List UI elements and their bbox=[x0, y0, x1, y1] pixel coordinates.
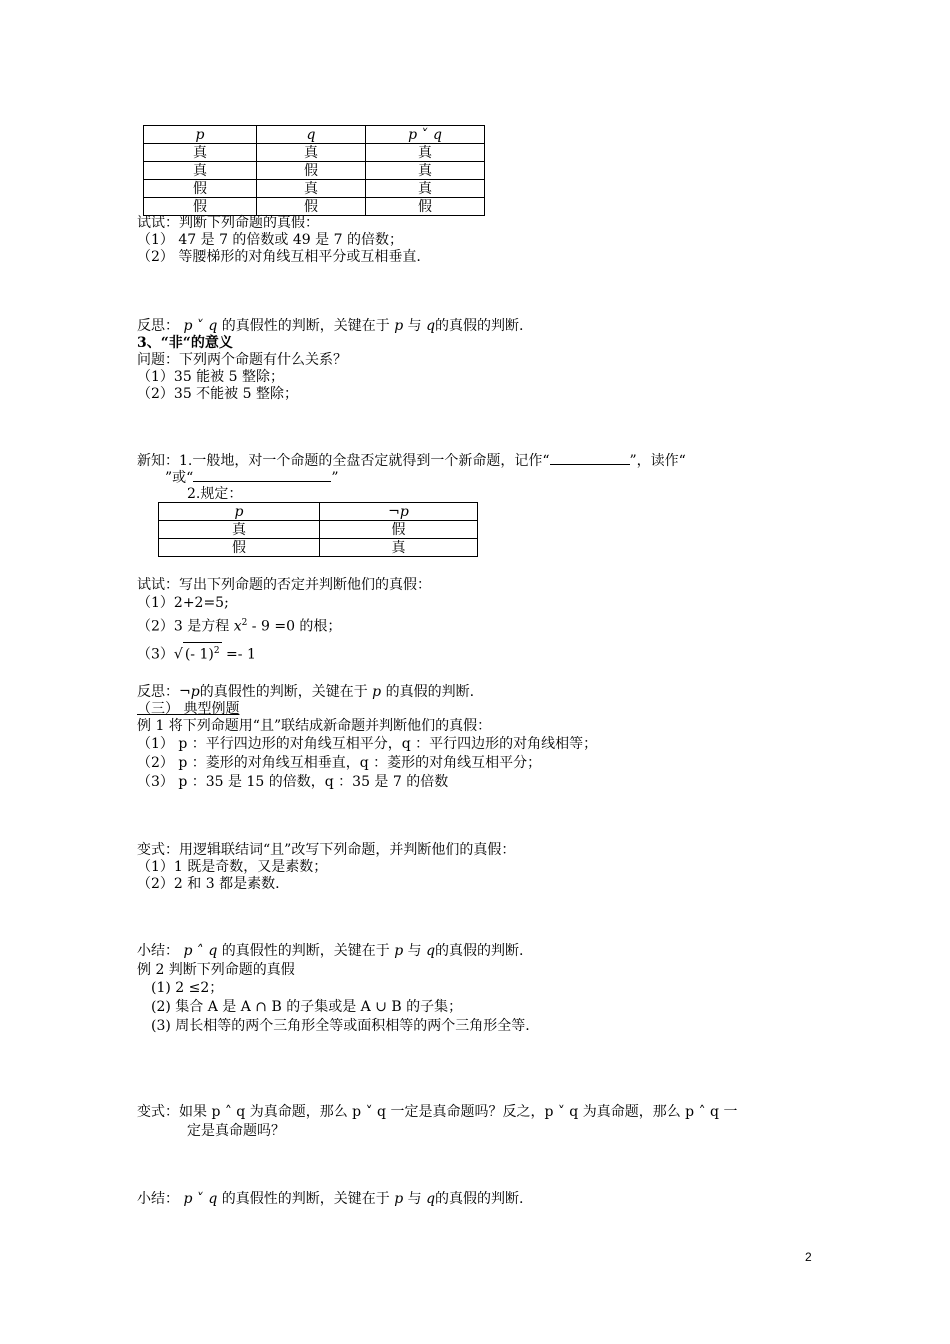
try2-item3: （3）√ (- 1)$^2$ =- 1 bbox=[137, 642, 256, 664]
try1-item: （1） 47 是 7 的倍数或 49 是 7 的倍数； bbox=[137, 232, 403, 248]
truth-table-not bbox=[158, 502, 478, 557]
reflect1: 反思： p ˅ q 的真假性的判断，关键在于 p 与 q的真假的判断. bbox=[137, 318, 524, 334]
table-row bbox=[144, 144, 485, 162]
page-number: 2 bbox=[805, 1250, 812, 1264]
table-cell: 真 bbox=[366, 162, 485, 180]
table-header: p bbox=[144, 126, 257, 144]
example2-item: (3) 周长相等的两个三角形全等或面积相等的两个三角形全等. bbox=[151, 1018, 530, 1034]
table-cell: 假 bbox=[320, 521, 478, 539]
radicand: (- 1)$^2$ bbox=[183, 642, 222, 664]
table-header-row bbox=[159, 503, 478, 521]
table-row bbox=[144, 162, 485, 180]
table-cell: 真 bbox=[366, 180, 485, 198]
reflect2: 反思：¬p的真假性的判断，关键在于 p 的真假的判断. bbox=[137, 684, 475, 700]
table-row bbox=[144, 198, 485, 216]
table-header-row bbox=[144, 126, 485, 144]
section-title-not: 3、“非“的意义 bbox=[137, 335, 233, 351]
example1-intro: 例 1 将下列命题用“且”联结成新命题并判断他们的真假： bbox=[137, 718, 492, 734]
table-header: q bbox=[257, 126, 366, 144]
table-cell: 假 bbox=[257, 198, 366, 216]
table-header: ¬p bbox=[320, 503, 478, 521]
table-cell: 真 bbox=[159, 521, 320, 539]
question-item: （1）35 能被 5 整除； bbox=[137, 369, 284, 385]
table-cell: 真 bbox=[144, 144, 257, 162]
summary2: 小结： p ˅ q 的真假性的判断，关键在于 p 与 q的真假的判断. bbox=[137, 1191, 524, 1207]
example2-intro: 例 2 判断下列命题的真假 bbox=[137, 962, 295, 978]
table-cell: 假 bbox=[144, 198, 257, 216]
table-header: p ˅ q bbox=[366, 126, 485, 144]
newknow-line1: 新知：1.一般地，对一个命题的全盘否定就得到一个新命题，记作“ ”，读作“ bbox=[137, 453, 686, 469]
example1-item: （2） p ：菱形的对角线互相垂直，q ：菱形的对角线互相平分； bbox=[137, 755, 542, 771]
example1-item: （3） p ：35 是 15 的倍数，q ：35 是 7 的倍数 bbox=[137, 774, 449, 790]
table-row bbox=[159, 521, 478, 539]
table-header: p bbox=[159, 503, 320, 521]
expr-p-and-q: p ˄ q bbox=[183, 943, 218, 959]
variant2-line2: 定是真命题吗？ bbox=[187, 1123, 285, 1139]
answer-blank bbox=[550, 452, 630, 465]
try2-item1: （1）2+2=5; bbox=[137, 595, 229, 611]
truth-table-or bbox=[143, 125, 485, 216]
table-cell: 真 bbox=[320, 539, 478, 557]
try2-intro: 试试：写出下列命题的否定并判断他们的真假： bbox=[137, 577, 431, 593]
newknow-rule: 2.规定： bbox=[187, 486, 243, 502]
example1-item: （1） p ：平行四边形的对角线互相平分，q ：平行四边形的对角线相等； bbox=[137, 736, 598, 752]
table-cell: 假 bbox=[366, 198, 485, 216]
try1-intro: 试试：判断下列命题的真假： bbox=[137, 215, 319, 231]
table-row bbox=[144, 180, 485, 198]
table-cell: 真 bbox=[257, 144, 366, 162]
answer-blank bbox=[193, 469, 331, 482]
table-cell: 真 bbox=[257, 180, 366, 198]
summary1: 小结： p ˄ q 的真假性的判断，关键在于 p 与 q的真假的判断. bbox=[137, 943, 524, 959]
table-cell: 假 bbox=[159, 539, 320, 557]
try1-item: （2） 等腰梯形的对角线互相平分或互相垂直. bbox=[137, 249, 421, 265]
table-cell: 真 bbox=[366, 144, 485, 162]
table-cell: 假 bbox=[144, 180, 257, 198]
expr-p-or-q: p ˅ q bbox=[183, 1191, 218, 1207]
variant2-line1: 变式：如果 p ˄ q 为真命题，那么 p ˅ q 一定是真命题吗？反之，p ˅ q 为真命题，那么 p ˄ q 一 bbox=[137, 1104, 738, 1120]
expr-p-or-q: p ˅ q bbox=[183, 318, 218, 334]
variant1-item: （1）1 既是奇数，又是素数； bbox=[137, 859, 328, 875]
section-title-examples: （三） 典型例题 bbox=[137, 701, 240, 717]
sqrt-icon: √ bbox=[173, 646, 183, 663]
table-cell: 假 bbox=[257, 162, 366, 180]
question-item: （2）35 不能被 5 整除； bbox=[137, 386, 298, 402]
table-row bbox=[159, 539, 478, 557]
try2-item2: （2）3 是方程 $x^2 - 9 =0$ 的根； bbox=[137, 618, 342, 635]
table-cell: 真 bbox=[144, 162, 257, 180]
example2-item: (2) 集合 A 是 A ∩ B 的子集或是 A ∪ B 的子集； bbox=[151, 999, 463, 1015]
variant1-intro: 变式：用逻辑联结词“且”改写下列命题，并判断他们的真假： bbox=[137, 842, 516, 858]
newknow-line2: ”或“ ” bbox=[165, 470, 339, 486]
variant1-item: （2）2 和 3 都是素数. bbox=[137, 876, 280, 892]
expr-not-p: ¬p bbox=[179, 684, 200, 700]
example2-item: (1) 2 ≤2； bbox=[151, 980, 224, 996]
question-intro: 问题：下列两个命题有什么关系？ bbox=[137, 352, 347, 368]
